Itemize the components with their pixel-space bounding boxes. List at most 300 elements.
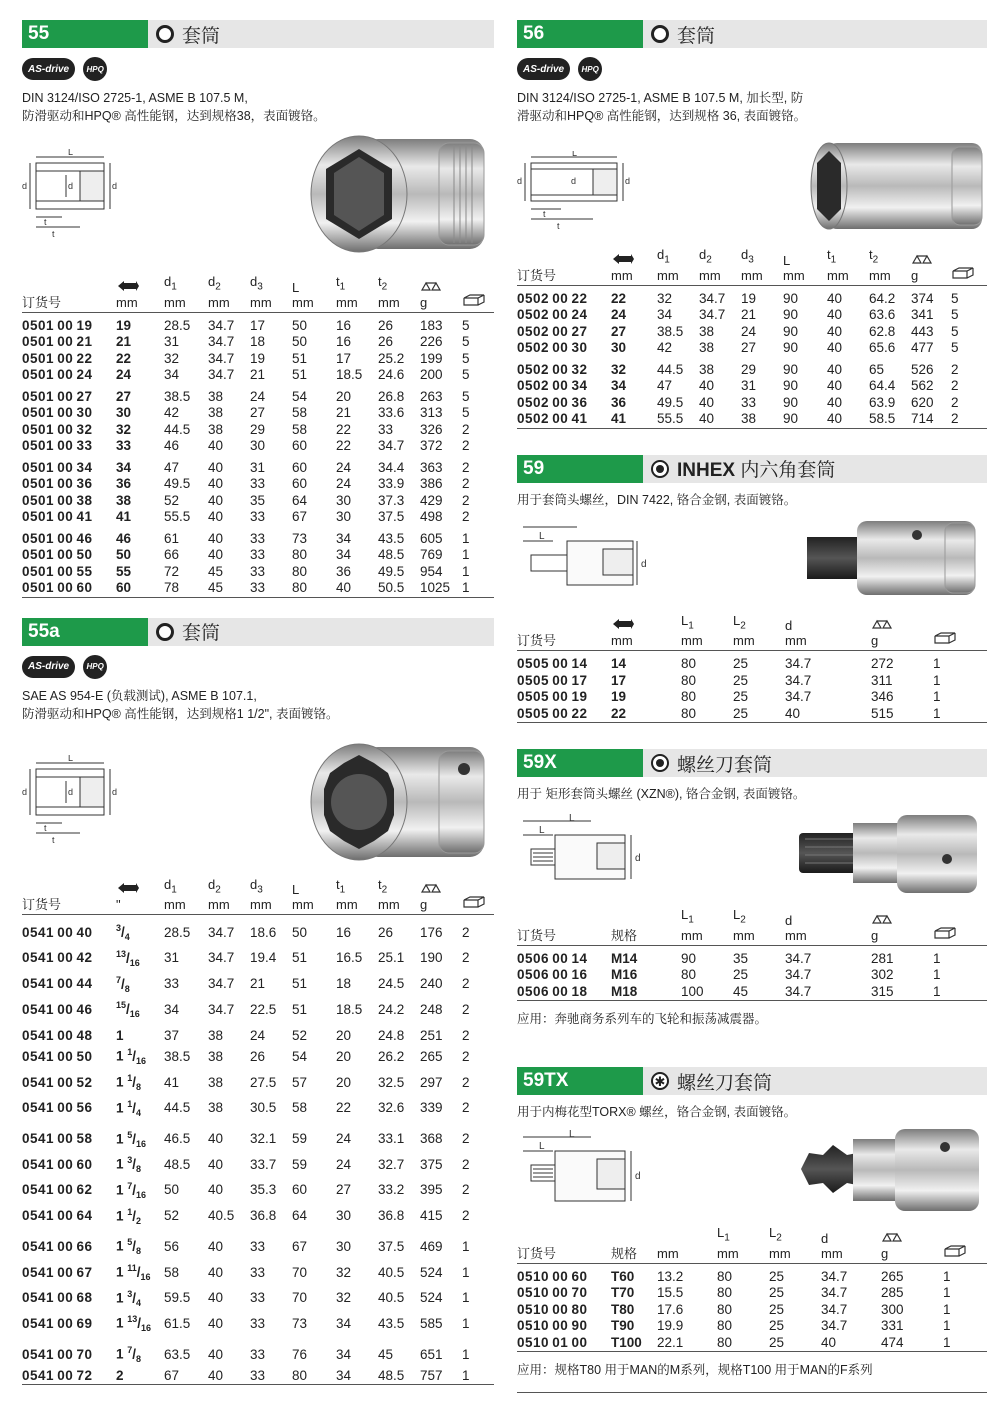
- order-number: 0541 00 48: [22, 1027, 93, 1043]
- table-row: [22, 455, 494, 477]
- cell: 80: [292, 563, 308, 579]
- cell: 27: [250, 405, 266, 421]
- cell: 326: [420, 421, 443, 437]
- cell: 34.7: [208, 1001, 235, 1017]
- cell: 15.5: [657, 1285, 684, 1301]
- cell: 25: [769, 1268, 785, 1284]
- cell: 18.5: [336, 367, 363, 383]
- column-header: mm: [611, 613, 681, 651]
- cell: 5: [462, 388, 470, 404]
- cell: M14: [611, 950, 638, 966]
- order-number: 0501 00 30: [22, 405, 93, 421]
- cell: 67: [164, 1367, 180, 1383]
- cell: 300: [881, 1301, 904, 1317]
- cell: 90: [681, 950, 697, 966]
- dimension-diagram: [517, 1129, 657, 1209]
- cell: 38: [741, 411, 757, 427]
- order-number: 0541 00 66: [22, 1238, 93, 1254]
- cell: T60: [611, 1268, 635, 1284]
- order-number: 0501 00 32: [22, 421, 93, 437]
- wrench-size-icon: [116, 882, 140, 894]
- order-number: 0510 00 80: [517, 1301, 588, 1317]
- cell: 1: [943, 1301, 951, 1317]
- cell: 16: [336, 924, 352, 940]
- cell: 57: [292, 1074, 308, 1090]
- cell: 26: [378, 924, 394, 940]
- cell: 46: [164, 438, 180, 454]
- cell: 44.5: [657, 361, 684, 377]
- cell: T100: [611, 1334, 642, 1350]
- as-drive-badge: AS-drive: [22, 656, 75, 678]
- cell: 25: [769, 1318, 785, 1334]
- cell: 25: [733, 689, 749, 705]
- cell: 33: [250, 580, 266, 596]
- cell: 50: [164, 1182, 180, 1198]
- cell: 498: [420, 509, 443, 525]
- screwdriver-dot-icon: [651, 754, 669, 772]
- package-box-icon: [943, 1244, 967, 1258]
- cell: 58: [292, 405, 308, 421]
- cell: 2: [462, 509, 470, 525]
- cell: 40.5: [208, 1208, 235, 1224]
- column-header: mm: [611, 247, 657, 285]
- cell: 41: [164, 1074, 180, 1090]
- order-number: 0501 00 33: [22, 438, 93, 454]
- cell: 37.5: [378, 509, 405, 525]
- cell: 64.4: [869, 378, 896, 394]
- cell: 40: [821, 1334, 837, 1350]
- table-row: [22, 312, 494, 334]
- cell: 341: [911, 307, 934, 323]
- hpq-badge: HPQ: [83, 57, 107, 81]
- table-row: [517, 706, 987, 723]
- cell: 38: [699, 323, 715, 339]
- cell: 19.9: [657, 1318, 684, 1334]
- cell: 28.5: [164, 924, 191, 940]
- column-header: $d_2$ mm: [208, 274, 230, 310]
- cell: 40: [208, 1367, 224, 1383]
- cell: 34.7: [208, 950, 235, 966]
- cell: 1: [462, 563, 470, 579]
- order-number: 0501 00 41: [22, 509, 93, 525]
- cell: 1025: [420, 580, 451, 596]
- cell: 2: [116, 1367, 124, 1383]
- cell: 20: [336, 388, 352, 404]
- cell: 34.7: [821, 1318, 848, 1334]
- cell: 80: [292, 1367, 308, 1383]
- cell: 34: [657, 307, 673, 323]
- table-row: [517, 378, 987, 395]
- cell: 40: [827, 340, 843, 356]
- section-header: [517, 455, 987, 483]
- scale-weight-icon: [871, 913, 893, 925]
- order-number: 0501 00 60: [22, 580, 93, 596]
- svg-text:d: d: [641, 558, 647, 570]
- cell: 19: [250, 350, 266, 366]
- cell: 46: [116, 530, 132, 546]
- cell: 40: [827, 378, 843, 394]
- cell: 31: [164, 950, 180, 966]
- cell: 20: [336, 1049, 352, 1065]
- cell: 240: [420, 976, 443, 992]
- cell: 524: [420, 1264, 443, 1280]
- cell: 331: [881, 1318, 904, 1334]
- cell: 22: [336, 421, 352, 437]
- order-number: 0501 00 24: [22, 367, 93, 383]
- cell: 24: [336, 1131, 352, 1147]
- cell: 38: [208, 1027, 224, 1043]
- hpq-badge: HPQ: [578, 57, 602, 81]
- cell: 67: [292, 1238, 308, 1254]
- cell: 66: [164, 547, 180, 563]
- order-number: 0541 00 72: [22, 1367, 93, 1383]
- title-text: 内六角套筒: [735, 460, 836, 482]
- cell: 80: [717, 1301, 733, 1317]
- cell: 386: [420, 476, 443, 492]
- cell: 1: [933, 983, 941, 999]
- description: [22, 89, 494, 125]
- section-number: 59X: [517, 749, 643, 777]
- cell: 1: [943, 1285, 951, 1301]
- cell: 80: [292, 547, 308, 563]
- cell: 34.7: [699, 290, 726, 306]
- cell: 5: [951, 307, 959, 323]
- cell: 25: [733, 705, 749, 721]
- cell: 1: [943, 1268, 951, 1284]
- svg-text:d: d: [571, 176, 577, 186]
- column-header: g: [911, 247, 951, 285]
- table-row: [22, 972, 494, 998]
- section-number: 56: [517, 20, 643, 48]
- cell: 24: [116, 367, 132, 383]
- left-column: [22, 20, 494, 1385]
- section-header: [22, 618, 494, 646]
- cell: 65: [869, 361, 885, 377]
- cell: 64: [292, 1208, 308, 1224]
- column-header: [462, 877, 494, 915]
- cell: 38: [699, 340, 715, 356]
- cell: 52: [164, 1208, 180, 1224]
- cell: 47: [657, 378, 673, 394]
- data-table-55a: [22, 877, 494, 1386]
- table-row: [517, 395, 987, 412]
- order-number: 0501 00 36: [22, 476, 93, 492]
- cell: $^{15}/_{16}$: [116, 1000, 140, 1020]
- svg-text:d: d: [68, 181, 74, 191]
- order-number: 0510 00 60: [517, 1268, 588, 1284]
- table-row: [517, 357, 987, 379]
- cell: 32.5: [378, 1074, 405, 1090]
- cell: 34: [336, 1367, 352, 1383]
- cell: 40: [208, 492, 224, 508]
- cell: 31: [164, 334, 180, 350]
- cell: 48.5: [378, 547, 405, 563]
- cell: 37.3: [378, 492, 405, 508]
- cell: 16.5: [336, 950, 363, 966]
- order-number: 0510 00 90: [517, 1318, 588, 1334]
- cell: 32: [336, 1264, 352, 1280]
- cell: 33: [378, 421, 394, 437]
- table-row: [517, 285, 987, 307]
- cell: 183: [420, 317, 443, 333]
- cell: 40: [827, 411, 843, 427]
- package-box-icon: [462, 293, 486, 307]
- order-number: 0505 00 22: [517, 705, 588, 721]
- section-59: [517, 455, 987, 724]
- cell: 32.7: [378, 1156, 405, 1172]
- order-number: 0502 00 34: [517, 378, 588, 394]
- cell: 199: [420, 350, 443, 366]
- cell: 51: [292, 350, 308, 366]
- svg-text:L: L: [569, 1129, 575, 1141]
- svg-text:L: L: [539, 1141, 545, 1153]
- cell: 80: [681, 967, 697, 983]
- cell: 1: [933, 672, 941, 688]
- cell: 50: [292, 924, 308, 940]
- cell: 443: [911, 323, 934, 339]
- cell: 80: [717, 1334, 733, 1350]
- cell: 59.5: [164, 1290, 191, 1306]
- cell: 49.5: [378, 563, 405, 579]
- column-header: $d_1$ mm: [657, 247, 679, 283]
- cell: 429: [420, 492, 443, 508]
- cell: 30: [250, 438, 266, 454]
- cell: 34.7: [785, 983, 812, 999]
- cell: 59: [292, 1131, 308, 1147]
- table-row: [22, 1337, 494, 1368]
- cell: 40: [208, 1315, 224, 1331]
- cell: 25: [769, 1285, 785, 1301]
- cell: 62.8: [869, 323, 896, 339]
- cell: 2: [462, 1131, 470, 1147]
- cell: 526: [911, 361, 934, 377]
- table-row: [517, 324, 987, 341]
- cell: 90: [783, 361, 799, 377]
- cell: 40: [827, 394, 843, 410]
- cell: 19: [116, 317, 132, 333]
- cell: 313: [420, 405, 443, 421]
- column-header: [943, 1225, 987, 1263]
- cell: 1: [933, 689, 941, 705]
- column-header: 订货号: [517, 927, 557, 943]
- column-header: $L_1$ mm: [717, 1225, 739, 1261]
- order-number: 0541 00 58: [22, 1131, 93, 1147]
- svg-text:L: L: [68, 149, 74, 157]
- section-title: 套筒: [182, 623, 221, 645]
- table-row: [22, 580, 494, 597]
- cell: 605: [420, 530, 443, 546]
- column-header: $L_1$ mm: [681, 907, 703, 943]
- as-drive-badge: AS-drive: [22, 58, 75, 80]
- cell: 32: [657, 290, 673, 306]
- table-row: [22, 1229, 494, 1260]
- cell: 46.5: [164, 1131, 191, 1147]
- cell: 20: [336, 1074, 352, 1090]
- dimension-diagram: [517, 151, 637, 231]
- order-number: 0505 00 14: [517, 656, 588, 672]
- cell: 80: [681, 705, 697, 721]
- cell: 2: [462, 459, 470, 475]
- table-row: [517, 307, 987, 324]
- column-header: $t_2$ mm: [869, 247, 891, 283]
- cell: 1 $^1/_8$: [116, 1073, 142, 1093]
- cell: 40: [827, 323, 843, 339]
- cell: 40: [208, 1290, 224, 1306]
- cell: 70: [292, 1290, 308, 1306]
- table-row: [22, 405, 494, 422]
- section-header: [517, 20, 987, 48]
- cell: 40: [208, 547, 224, 563]
- column-header: $L_1$ mm: [681, 612, 703, 649]
- cell: 2: [462, 1208, 470, 1224]
- cell: 60: [116, 580, 132, 596]
- cell: 34: [164, 1001, 180, 1017]
- cell: 34: [611, 378, 627, 394]
- cell: 63.6: [869, 307, 896, 323]
- table-row: [22, 564, 494, 581]
- cell: 40: [208, 476, 224, 492]
- cell: 18: [336, 976, 352, 992]
- cell: 1: [116, 1027, 124, 1043]
- cell: 80: [681, 656, 697, 672]
- cell: 80: [717, 1268, 733, 1284]
- cell: 34.7: [208, 976, 235, 992]
- cell: 2: [462, 1182, 470, 1198]
- cell: 52: [164, 492, 180, 508]
- table-row: [22, 1023, 494, 1045]
- cell: 58: [292, 421, 308, 437]
- table-row: [517, 1335, 987, 1352]
- cell: 27: [741, 340, 757, 356]
- table-row: [22, 1178, 494, 1204]
- cell: 60: [292, 1182, 308, 1198]
- column-header: $t_2$ mm: [378, 274, 400, 310]
- column-header: 订货号: [22, 294, 62, 310]
- cell: $^7/_8$: [116, 974, 130, 994]
- section-title: 螺丝刀套筒: [677, 1072, 773, 1094]
- cell: 38: [208, 388, 224, 404]
- column-header: $d_2$ mm: [699, 247, 721, 283]
- table-row: [517, 1318, 987, 1335]
- cell: 24: [250, 388, 266, 404]
- column-header: 订货号: [517, 633, 557, 649]
- cell: 30.5: [250, 1100, 277, 1116]
- cell: 33: [164, 976, 180, 992]
- cell: 5: [951, 290, 959, 306]
- cell: 34: [116, 459, 132, 475]
- table-row: [517, 651, 987, 673]
- cell: 30: [336, 509, 352, 525]
- order-number: 0541 00 44: [22, 976, 93, 992]
- badges: [22, 655, 494, 679]
- order-number: 0501 00 34: [22, 459, 93, 475]
- cell: 44.5: [164, 1100, 191, 1116]
- cell: 61.5: [164, 1315, 191, 1331]
- badges: [517, 57, 987, 81]
- cell: 50: [292, 317, 308, 333]
- cell: 67: [292, 509, 308, 525]
- cell: 26.2: [378, 1049, 405, 1065]
- cell: 1: [943, 1334, 951, 1350]
- cell: 297: [420, 1074, 443, 1090]
- socket-photo: [304, 737, 494, 867]
- svg-text:d: d: [517, 176, 523, 186]
- cell: 374: [911, 290, 934, 306]
- cell: 34.7: [821, 1301, 848, 1317]
- column-header: $t_1$ mm: [336, 876, 358, 913]
- order-number: 0510 00 70: [517, 1285, 588, 1301]
- cell: 58.5: [869, 411, 896, 427]
- cell: 34.7: [208, 924, 235, 940]
- cell: 32.6: [378, 1100, 405, 1116]
- svg-text:d: d: [625, 176, 631, 186]
- cell: 34.7: [699, 307, 726, 323]
- cell: 2: [951, 394, 959, 410]
- cell: 36: [611, 394, 627, 410]
- cell: 40: [699, 411, 715, 427]
- cell: 38: [116, 492, 132, 508]
- order-number: 0501 00 50: [22, 547, 93, 563]
- table-row: [22, 997, 494, 1023]
- cell: 19.4: [250, 950, 277, 966]
- cell: 33: [250, 476, 266, 492]
- cell: 34: [336, 1315, 352, 1331]
- wrench-size-icon: [611, 618, 635, 630]
- order-number: 0541 00 50: [22, 1049, 93, 1065]
- cell: 33: [250, 1264, 266, 1280]
- cell: 16: [336, 334, 352, 350]
- cell: 27: [116, 388, 132, 404]
- cell: 44.5: [164, 421, 191, 437]
- cell: 34: [336, 547, 352, 563]
- table-row: [22, 1286, 494, 1312]
- cell: 22: [116, 350, 132, 366]
- table-row: [22, 1368, 494, 1385]
- cell: 90: [783, 378, 799, 394]
- table-row: [517, 984, 987, 1001]
- svg-text:t: t: [52, 229, 55, 239]
- cell: 22: [336, 438, 352, 454]
- cell: 35: [733, 950, 749, 966]
- cell: T80: [611, 1301, 635, 1317]
- cell: 25: [733, 672, 749, 688]
- column-header: L mm: [292, 882, 314, 913]
- cell: 34.7: [208, 367, 235, 383]
- order-number: 0502 00 36: [517, 394, 588, 410]
- cell: 60: [292, 459, 308, 475]
- cell: 38: [208, 1074, 224, 1090]
- cell: 40: [208, 1238, 224, 1254]
- order-number: 0541 00 42: [22, 950, 93, 966]
- socket-ring-icon: [156, 623, 174, 641]
- column-header: $t_2$ mm: [378, 876, 400, 913]
- cell: 5: [951, 323, 959, 339]
- cell: 5: [462, 367, 470, 383]
- cell: 45: [378, 1346, 394, 1362]
- table-row: [22, 1096, 494, 1122]
- svg-text:t: t: [44, 822, 47, 833]
- table-row: [517, 967, 987, 984]
- cell: 25: [769, 1301, 785, 1317]
- cell: 55.5: [164, 509, 191, 525]
- cell: 176: [420, 924, 443, 940]
- cell: 34.7: [785, 950, 812, 966]
- order-number: 0506 00 18: [517, 983, 588, 999]
- cell: M16: [611, 967, 638, 983]
- cell: 2: [462, 976, 470, 992]
- table-row: [22, 476, 494, 493]
- cell: 21: [250, 976, 266, 992]
